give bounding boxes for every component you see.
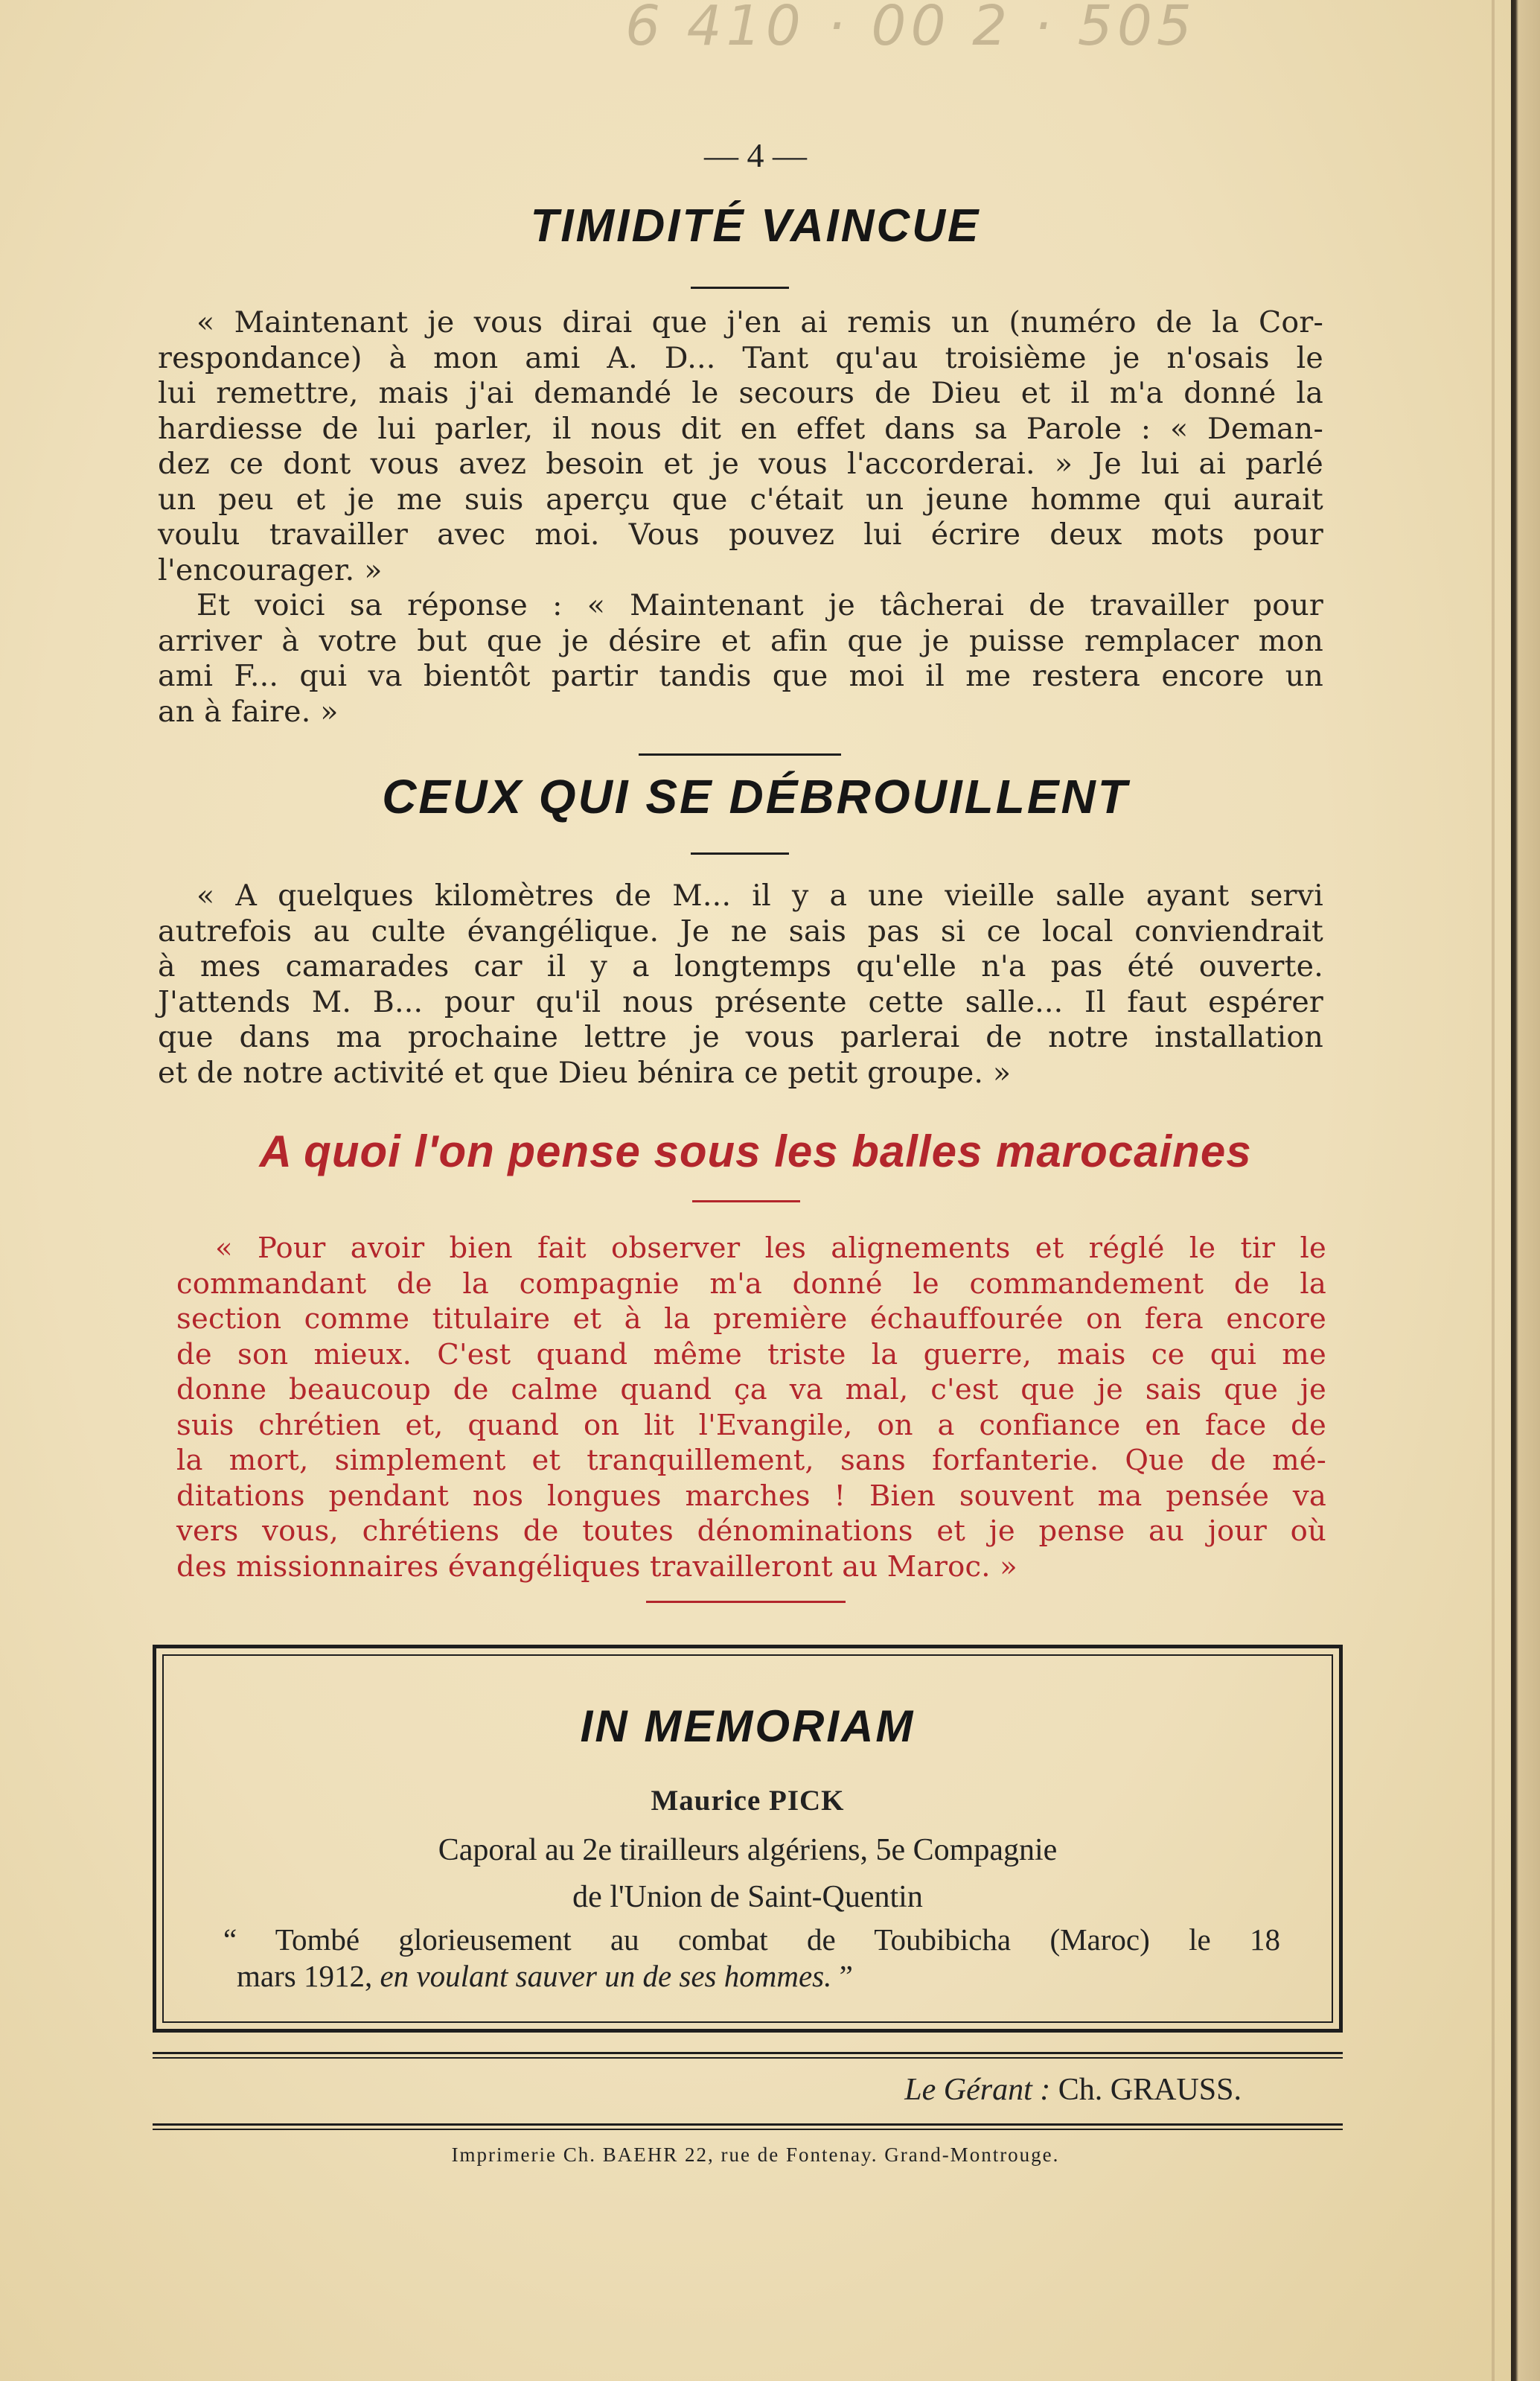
memorial-union: de l'Union de Saint-Quentin (572, 1880, 923, 1914)
text-line: que dans ma prochaine lettre je vous parlerai de notre installation (158, 1020, 1323, 1054)
text-line: Et voici sa réponse : « Maintenant je tâcherai de travailler pour (197, 588, 1323, 622)
text-line: un peu et je me suis aperçu que c'était un jeune homme qui aurait (158, 482, 1323, 517)
gerant-name: Ch. GRAUSS. (1058, 2073, 1242, 2107)
text-line: lui remettre, mais j'ai demandé le secours de Dieu et il m'a donné la (158, 376, 1323, 410)
section-title-balles-marocaines: A quoi l'on pense sous les balles marocaines (259, 1126, 1252, 1176)
footer-rule-bottom (153, 2123, 1343, 2126)
text-line: la mort, simplement et tranquillement, sans forfanterie. Que de mé- (176, 1444, 1326, 1477)
text-line: « Maintenant je vous dirai que j'en ai remis un (numéro de la Cor- (197, 305, 1323, 340)
section-title-debrouillent: CEUX QUI SE DÉBROUILLENT (382, 770, 1129, 823)
title-underline (692, 1200, 800, 1202)
printer-imprint: Imprimerie Ch. BAEHR 22, rue de Fontenay. Grand-Montrouge. (451, 2143, 1060, 2166)
gerant-credit (904, 2072, 1242, 2108)
gerant-label: Le Gérant : (904, 2073, 1051, 2107)
text-line: an à faire. » (158, 694, 339, 729)
section-body-balles-marocaines (176, 1231, 1326, 1584)
section-title-timidite: TIMIDITÉ VAINCUE (530, 200, 981, 252)
text-line: donne beaucoup de calme quand ça va mal, c'est que je sais que je (176, 1373, 1326, 1406)
page-edge-shadow (1511, 0, 1540, 2381)
text-line: suis chrétien et, quand on lit l'Evangile, on a confiance en face de (176, 1408, 1326, 1442)
section-body-timidite (158, 305, 1323, 730)
text-line: autrefois au culte évangélique. Je ne sais pas si ce local conviendrait (158, 914, 1323, 949)
text-line: à mes camarades car il y a longtemps qu'elle n'a pas été ouverte. (158, 949, 1323, 984)
quote-close-mark: ” (831, 1959, 853, 1993)
section-body-debrouillent (158, 879, 1323, 1091)
section-separator (639, 753, 841, 756)
text-line: de son mieux. C'est quand même triste la guerre, mais ce qui me (176, 1337, 1326, 1371)
archive-pencil-mark: 6 410 · 00 2 · 505 (625, 0, 1196, 58)
title-underline (691, 287, 789, 289)
quote-italic-text: en voulant sauver un de ses hommes. (380, 1959, 832, 1993)
in-memoriam-title: IN MEMORIAM (580, 1701, 916, 1751)
text-line: « A quelques kilomètres de M... il y a une vieille salle ayant servi (197, 879, 1323, 913)
text-line: voulu travailler avec moi. Vous pouvez lui écrire deux mots pour (158, 517, 1323, 552)
text-line: et de notre activité et que Dieu bénira ce petit groupe. » (158, 1055, 1012, 1090)
quote-roman-text: mars 1912, (237, 1959, 380, 1993)
text-line: vers vous, chrétiens de toutes dénominations et je pense au jour où (176, 1514, 1326, 1548)
page-number: — 4 — (704, 136, 807, 174)
quote-line (223, 1958, 1280, 1995)
text-line: arriver à votre but que je désire et afin que je puisse remplacer mon (158, 623, 1323, 658)
in-memoriam-box (153, 1645, 1343, 2033)
title-underline (691, 852, 789, 855)
section-separator (646, 1601, 846, 1603)
text-line: section comme titulaire et à la première échauffourée on fera encore (176, 1302, 1326, 1336)
quote-line: “ Tombé glorieusement au combat de Toubibicha (Maroc) le 18 (223, 1922, 1280, 1957)
page-fold-line (1492, 0, 1495, 2381)
text-line: respondance) à mon ami A. D... Tant qu'au troisième je n'osais le (158, 340, 1323, 375)
text-line: dez ce dont vous avez besoin et je vous l'accorderai. » Je lui ai parlé (158, 447, 1323, 481)
memorial-quote (223, 1922, 1280, 1995)
text-line: commandant de la compagnie m'a donné le commandement de la (176, 1266, 1326, 1301)
text-line: « Pour avoir bien fait observer les alignements et réglé le tir le (215, 1231, 1326, 1265)
footer-rule-top-thin (153, 2057, 1343, 2059)
footer-rule-bottom-thin (153, 2129, 1343, 2130)
text-line: hardiesse de lui parler, il nous dit en effet dans sa Parole : « Deman- (158, 411, 1323, 446)
memorial-name: Maurice PICK (651, 1785, 845, 1817)
in-memoriam-inner-border (162, 1654, 1333, 2023)
text-line: ditations pendant nos longues marches ! Bien souvent ma pensée va (176, 1479, 1326, 1513)
footer-rule-top (153, 2052, 1343, 2054)
memorial-rank: Caporal au 2e tirailleurs algériens, 5e Compagnie (438, 1833, 1058, 1867)
text-line: ami F... qui va bientôt partir tandis que moi il me restera encore un (158, 659, 1323, 693)
text-line: des missionnaires évangéliques travailleront au Maroc. » (176, 1549, 1017, 1584)
text-line: l'encourager. » (158, 552, 383, 587)
text-line: J'attends M. B... pour qu'il nous présente cette salle... Il faut espérer (158, 984, 1323, 1019)
